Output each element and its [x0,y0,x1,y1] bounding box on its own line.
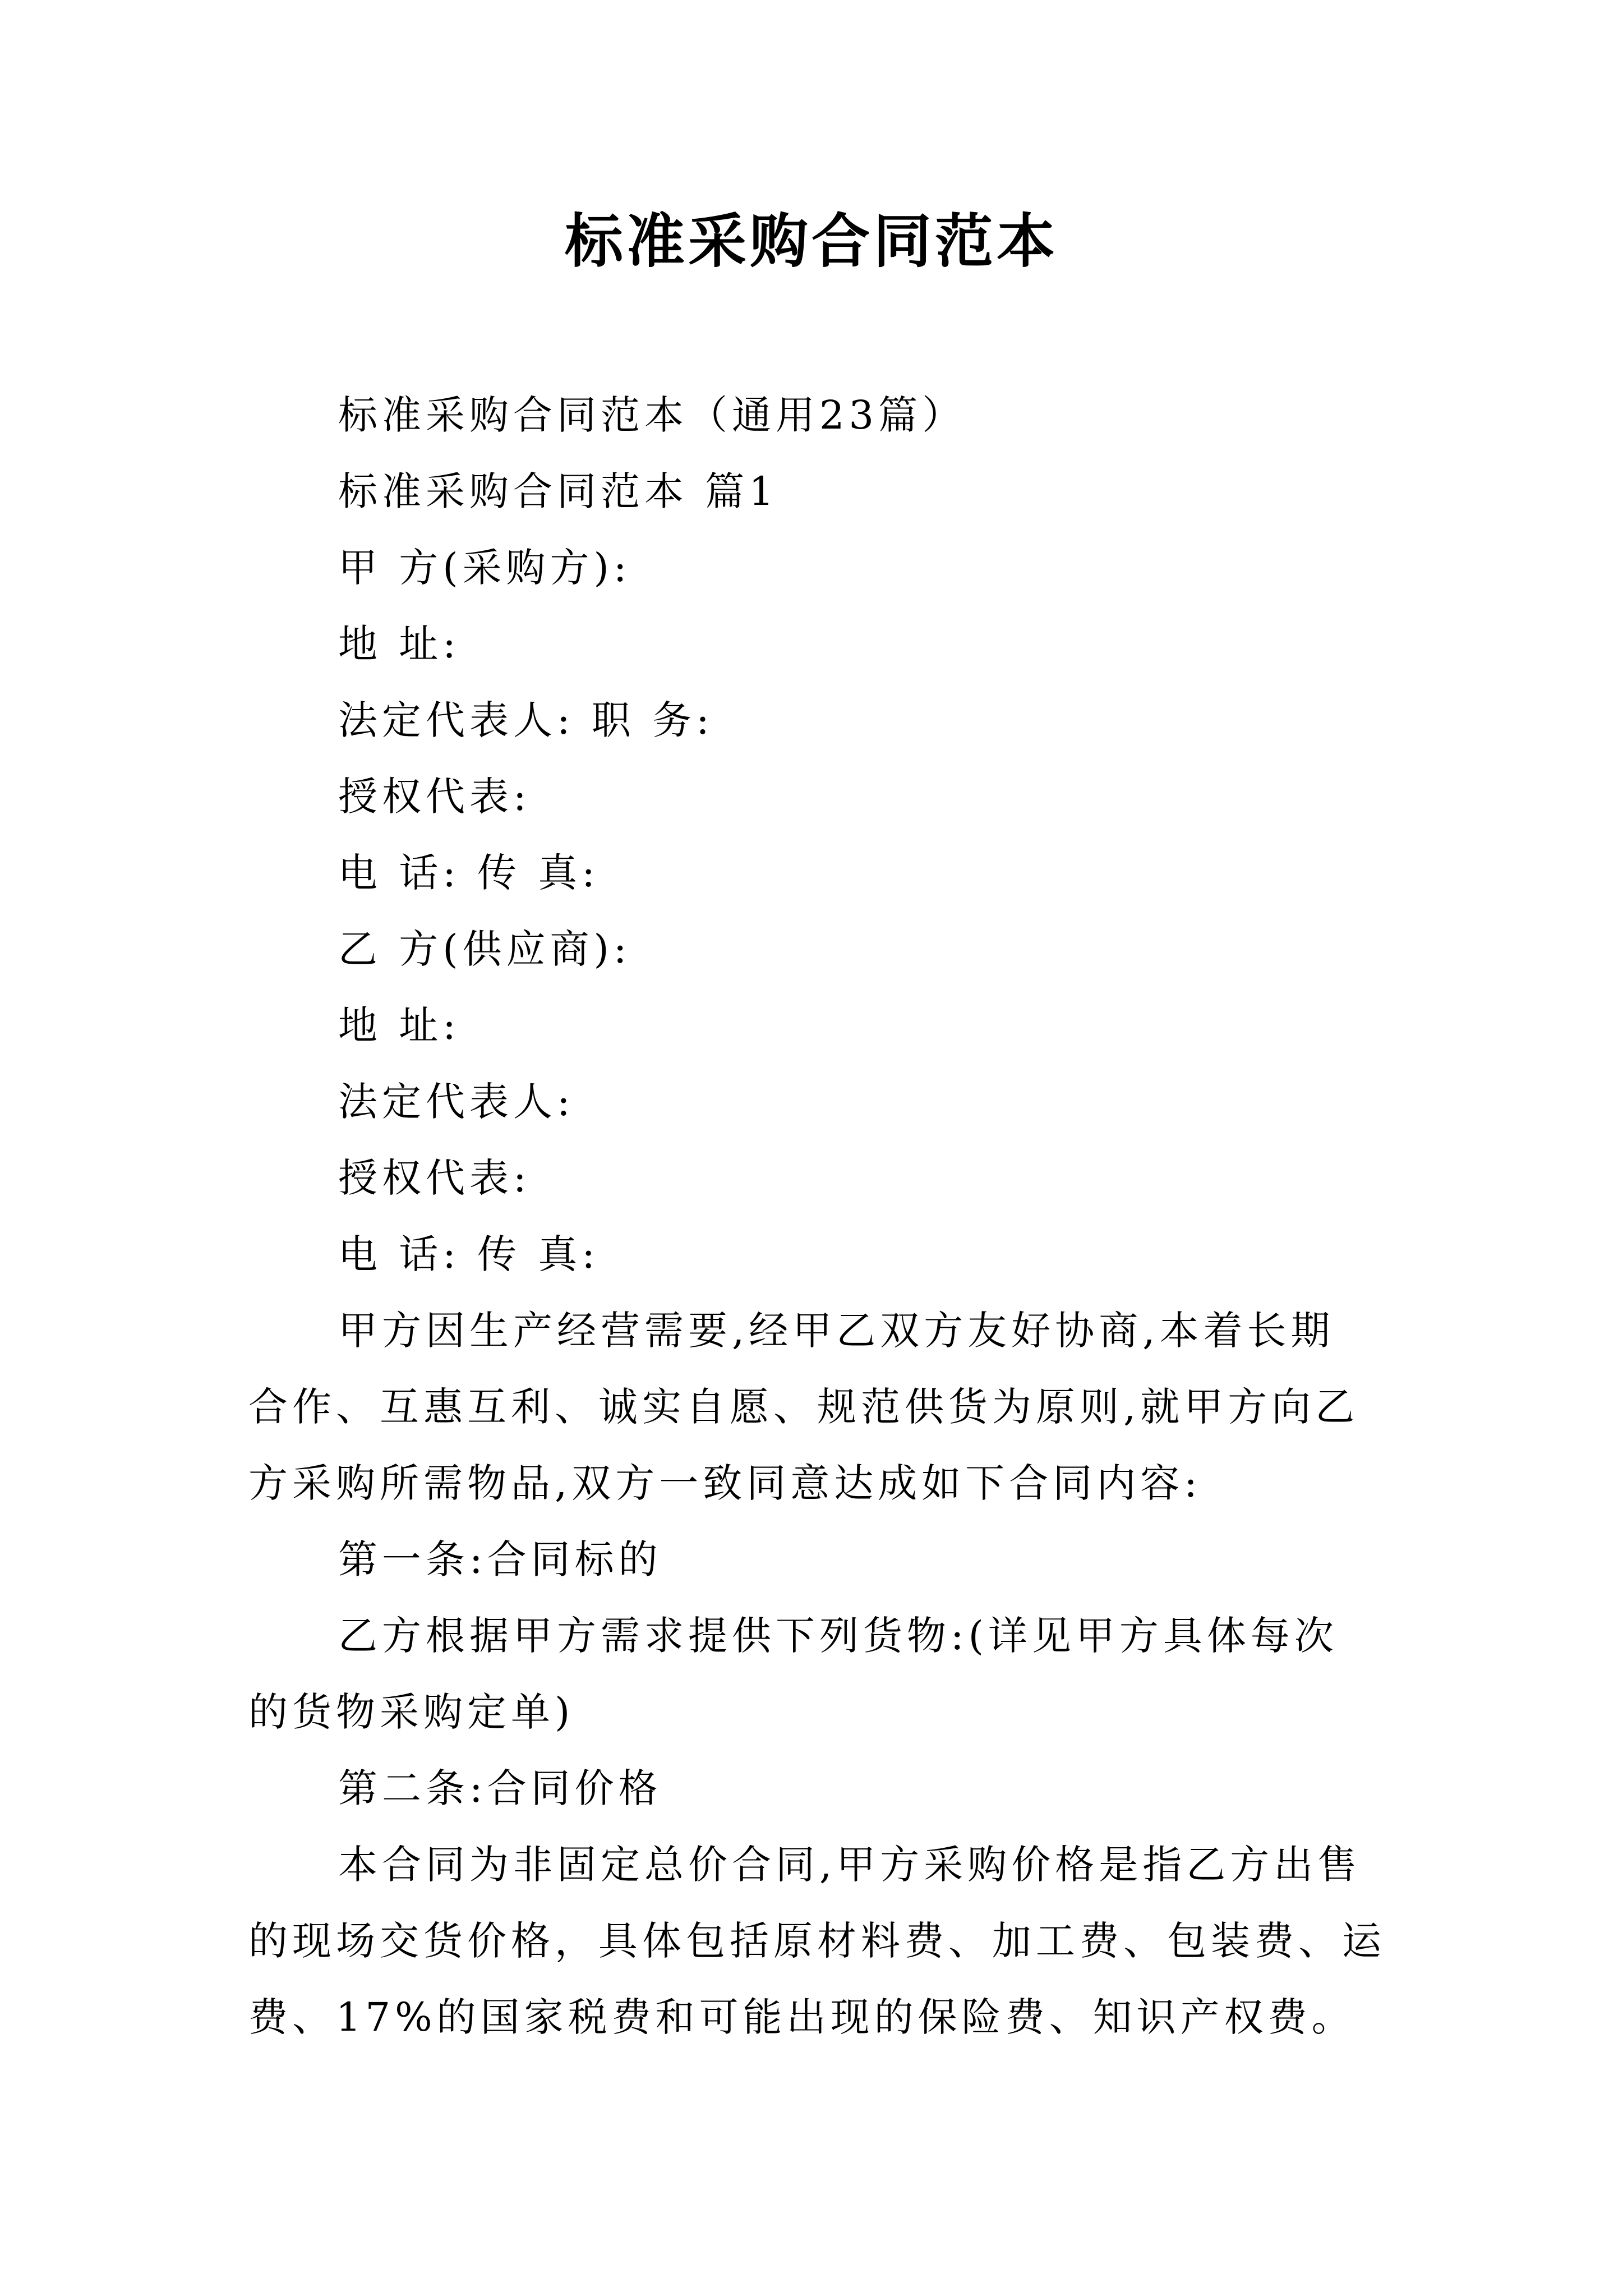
text-line: 电 话: 传 真: [338,1231,600,1277]
text-line: 的货物采购定单) [248,1689,575,1735]
text-line: 费、17%的国家税费和可能出现的保险费、知识产权费。 [248,1994,1355,2040]
text-line: 授权代表: [338,1155,531,1201]
text-line: 甲 方(采购方): [338,545,631,591]
text-line: 授权代表: [338,774,531,820]
text-line: 电 话: 传 真: [338,850,600,896]
text-line: 乙 方(供应商): [338,926,631,972]
text-line: 法定代表人: 职 务: [338,697,714,743]
text-line: 第一条:合同标的 [338,1536,662,1582]
text-line: 法定代表人: [338,1079,575,1125]
text-line: 甲方因生产经营需要,经甲乙双方友好协商,本着长期 [338,1308,1335,1354]
text-line: 标准采购合同范本（通用23篇） [338,392,966,438]
text-line: 方采购所需物品,双方一致同意达成如下合同内容: [248,1460,1202,1506]
document-body [248,377,1387,2055]
text-line: 的现场交货价格，具体包括原材料费、加工费、包装费、运 [248,1918,1386,1964]
text-line: 合作、互惠互利、诚实自愿、规范供货为原则,就甲方向乙 [248,1384,1359,1430]
text-line: 乙方根据甲方需求提供下列货物:(详见甲方具体每次 [338,1613,1338,1659]
text-line: 本合同为非固定总价合同,甲方采购价格是指乙方出售 [338,1842,1362,1888]
document-title: 标准采购合同范本 [564,206,1058,275]
text-line: 标准采购合同范本 篇1 [338,468,778,514]
text-line: 第二条:合同价格 [338,1765,662,1811]
text-line: 地 址: [338,621,460,667]
text-line: 地 址: [338,1002,460,1048]
